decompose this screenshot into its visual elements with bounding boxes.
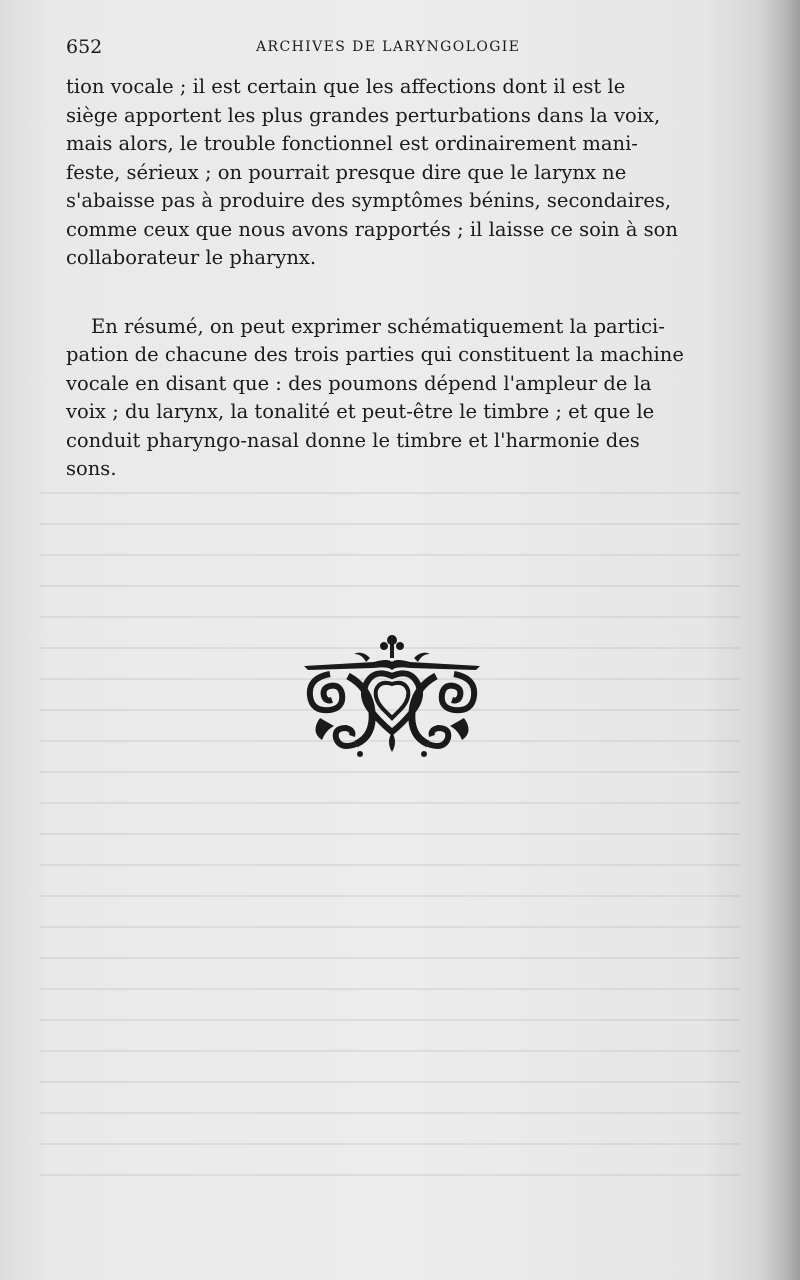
page-edge-shadow: [760, 0, 800, 1280]
page-number: 652: [66, 36, 103, 58]
page-header: [66, 36, 736, 62]
text-line: comme ceux que nous avons rapportés ; il laisse ce soin à son: [66, 217, 678, 241]
body-text: [66, 73, 736, 484]
text-line: pation de chacune des trois parties qui constituent la machine: [66, 343, 684, 366]
text-line: En résumé, on peut exprimer schématiquement la partici-: [91, 314, 665, 338]
show-through-texture: [40, 470, 740, 1190]
text-line: feste, sérieux ; on pourrait presque dire que le larynx ne: [66, 160, 627, 184]
text-line: tion vocale ; il est certain que les affections dont il est le: [66, 75, 626, 98]
text-line: collaborateur le pharynx.: [66, 246, 317, 269]
text-line: sons.: [66, 457, 117, 480]
text-line: vocale en disant que : des poumons dépend l'ampleur de la: [66, 371, 652, 395]
text-line: mais alors, le trouble fonctionnel est ordinairement mani-: [66, 132, 638, 155]
text-line: conduit pharyngo-nasal donne le timbre et l'harmonie des: [66, 428, 640, 452]
paragraph-1: [66, 73, 736, 273]
fleuron-ornament-icon: [300, 632, 484, 758]
text-line: s'abaisse pas à produire des symptômes bénins, secondaires,: [66, 189, 672, 212]
running-title: ARCHIVES DE LARYNGOLOGIE: [256, 39, 521, 55]
text-line: siège apportent les plus grandes perturbations dans la voix,: [66, 103, 661, 127]
paragraph-2: [66, 313, 736, 484]
text-line: voix ; du larynx, la tonalité et peut-être le timbre ; et que le: [66, 400, 655, 423]
